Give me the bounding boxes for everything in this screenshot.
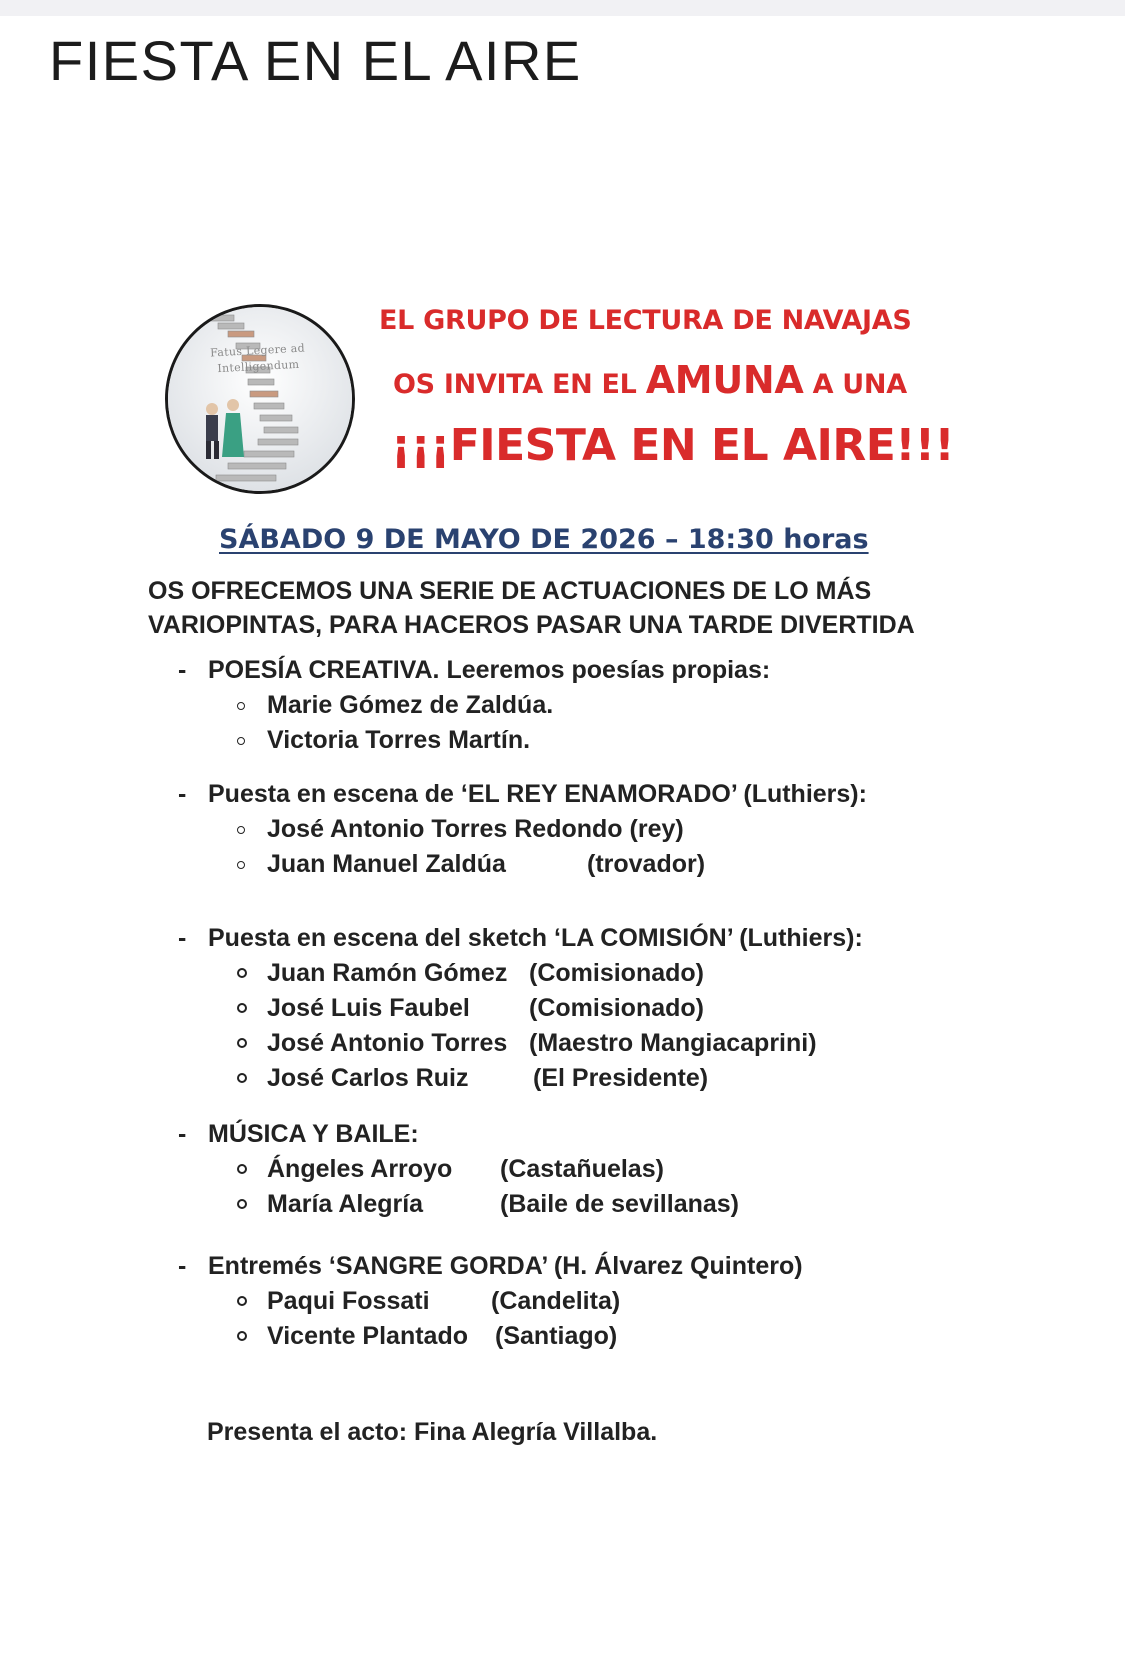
presenter-line: Presenta el acto: Fina Alegría Villalba.: [207, 1418, 658, 1446]
performer-name: Marie Gómez de Zaldúa.: [267, 691, 554, 719]
invitation-line-2-pre: OS INVITA EN EL: [393, 369, 646, 400]
dash-bullet: -: [178, 780, 187, 808]
invitation-line-2: [393, 358, 907, 402]
logo-motto: Fatus Legere ad Intelligendum: [209, 341, 306, 376]
section-heading-poesia: [178, 656, 770, 685]
performer-name: José Antonio Torres: [267, 1029, 508, 1057]
circle-bullet-icon: [237, 1164, 247, 1174]
event-date: SÁBADO 9 DE MAYO DE 2026 – 18:30 horas: [219, 524, 869, 555]
intro-line-2: VARIOPINTAS, PARA HACEROS PASAR UNA TARDE DIVERTIDA: [148, 611, 915, 639]
section-heading-rey-enamorado: [178, 780, 867, 809]
performer-name: Juan Manuel Zaldúa: [267, 850, 506, 878]
circle-bullet-icon: [237, 1199, 247, 1209]
dash-bullet: -: [178, 1120, 187, 1148]
intro-text: [148, 574, 1088, 642]
circle-bullet-icon: [237, 737, 245, 745]
performer-name: Vicente Plantado: [267, 1322, 468, 1350]
invitation-line-1: EL GRUPO DE LECTURA DE NAVAJAS: [379, 305, 912, 336]
intro-line-1: OS OFRECEMOS UNA SERIE DE ACTUACIONES DE LO MÁS: [148, 577, 872, 605]
performer-role: (Baile de sevillanas): [500, 1190, 740, 1218]
performer-role: (Maestro Mangiacaprini): [529, 1029, 817, 1057]
logo-staircase-illustration: [168, 307, 352, 491]
circle-bullet-icon: [237, 1038, 247, 1048]
section-heading-musica-y-baile: [178, 1120, 419, 1149]
performer-name: José Carlos Ruiz: [267, 1064, 469, 1092]
venue-name: AMUNA: [645, 358, 804, 402]
performer-name: Juan Ramón Gómez: [267, 959, 508, 987]
section-heading-label: Puesta en escena del sketch ‘LA COMISIÓN’ (Luthiers):: [208, 924, 863, 952]
reading-group-logo: [165, 304, 355, 494]
invitation-line-2-post: A UNA: [803, 369, 907, 400]
performer-name: Paqui Fossati: [267, 1287, 430, 1315]
section-heading-la-comision: [178, 924, 863, 953]
performer-role: (Santiago): [495, 1322, 618, 1350]
dash-bullet: -: [178, 656, 187, 684]
page-title: FIESTA EN EL AIRE: [49, 29, 582, 92]
section-heading-label: Puesta en escena de ‘EL REY ENAMORADO’ (Luthiers):: [208, 780, 867, 808]
circle-bullet-icon: [237, 826, 245, 834]
performer-name: Victoria Torres Martín.: [267, 726, 531, 754]
performer-name: José Antonio Torres Redondo (rey): [267, 815, 684, 843]
section-heading-sangre-gorda: [178, 1252, 803, 1281]
section-heading-label: POESÍA CREATIVA. Leeremos poesías propias:: [208, 656, 771, 684]
performer-role: (El Presidente): [533, 1064, 709, 1092]
section-heading-label: Entremés ‘SANGRE GORDA’ (H. Álvarez Quintero): [208, 1252, 803, 1280]
circle-bullet-icon: [237, 1003, 247, 1013]
circle-bullet-icon: [237, 1073, 247, 1083]
performer-role: (Comisionado): [529, 994, 704, 1022]
circle-bullet-icon: [237, 861, 245, 869]
event-headline: ¡¡¡FIESTA EN EL AIRE!!!: [391, 420, 955, 471]
dash-bullet: -: [178, 1252, 187, 1280]
performer-name: María Alegría: [267, 1190, 424, 1218]
dash-bullet: -: [178, 924, 187, 952]
performer-role: (trovador): [587, 850, 706, 878]
circle-bullet-icon: [237, 702, 245, 710]
circle-bullet-icon: [237, 1296, 247, 1306]
performer-role: (Candelita): [491, 1287, 621, 1315]
section-heading-label: MÚSICA Y BAILE:: [208, 1120, 419, 1148]
performer-name: José Luis Faubel: [267, 994, 470, 1022]
performer-role: (Castañuelas): [500, 1155, 664, 1183]
circle-bullet-icon: [237, 968, 247, 978]
performer-role: (Comisionado): [529, 959, 704, 987]
performer-name: Ángeles Arroyo: [267, 1155, 453, 1183]
circle-bullet-icon: [237, 1331, 247, 1341]
